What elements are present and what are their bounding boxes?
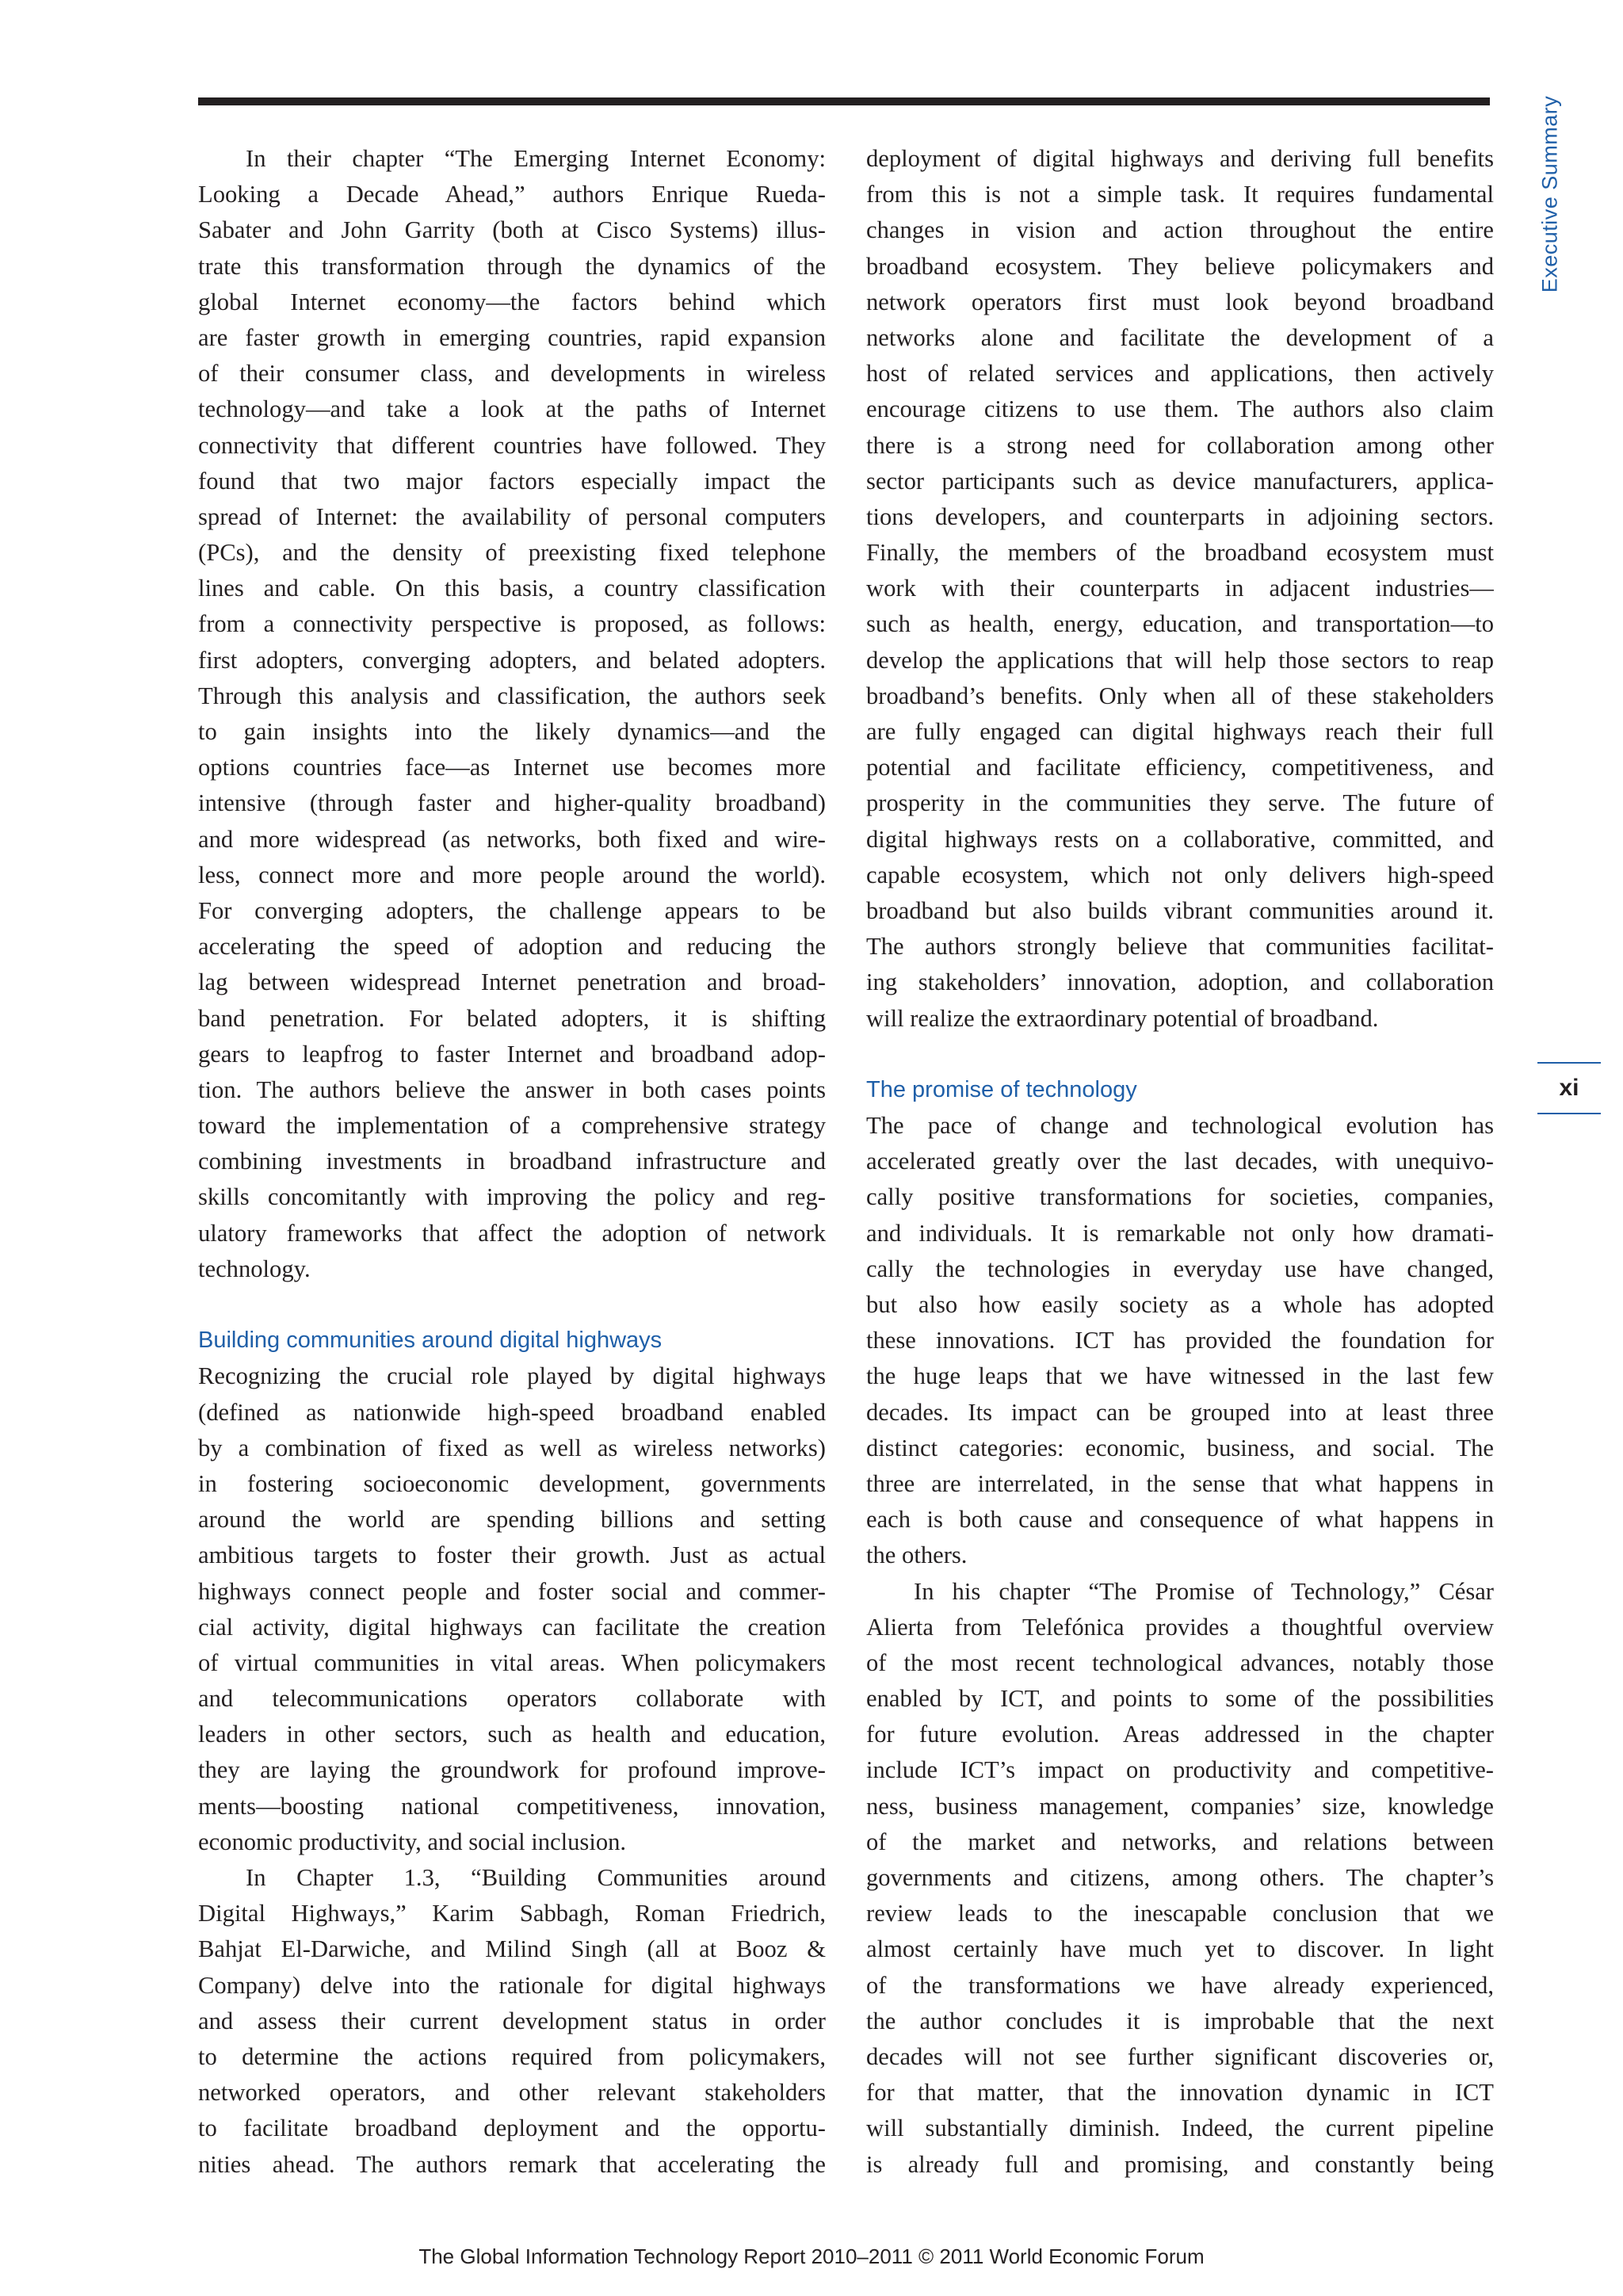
text-line: by a combination of fixed as well as wireless networks) bbox=[198, 1434, 826, 1461]
text-line: sector participants such as device manufacturers, applica- bbox=[866, 467, 1494, 495]
text-line: and telecommunications operators collaborate with bbox=[198, 1685, 826, 1713]
section-side-label bbox=[1534, 95, 1566, 293]
text-line: Bahjat El-Darwiche, and Milind Singh (all at Booz & bbox=[198, 1935, 826, 1963]
text-line: the author concludes it is improbable that the next bbox=[866, 2007, 1494, 2034]
text-line: global Internet economy—the factors behind which bbox=[198, 288, 826, 315]
top-rule bbox=[198, 97, 1490, 105]
text-line: digital highways rests on a collaborative, committed, and bbox=[866, 825, 1494, 853]
spacer bbox=[866, 1037, 1494, 1072]
text-line: distinct categories: economic, business, and social. The bbox=[866, 1434, 1494, 1461]
page-number-text: xi bbox=[1559, 1075, 1579, 1101]
text-line: host of related services and applications, then actively bbox=[866, 360, 1494, 388]
text-line: decades. Its impact can be grouped into at least three bbox=[866, 1398, 1494, 1426]
text-line: from a connectivity perspective is proposed, as follows: bbox=[198, 610, 826, 638]
text-line: broadband but also builds vibrant communities around it. bbox=[866, 896, 1494, 924]
text-line: trate this transformation through the dynamics of the bbox=[198, 252, 826, 280]
page-footer: The Global Information Technology Report 2010–2011 © 2011 World Economic Forum bbox=[418, 2244, 1205, 2268]
text-line: spread of Internet: the availability of personal computers bbox=[198, 502, 826, 530]
text-line: are faster growth in emerging countries, rapid expansion bbox=[198, 323, 826, 351]
text-line: of their consumer class, and developments in wireless bbox=[198, 360, 826, 388]
right-column bbox=[866, 141, 1494, 2183]
left-paragraph-2 bbox=[198, 1358, 826, 1860]
text-line: connectivity that different countries have followed. They bbox=[198, 431, 826, 459]
text-line: Digital Highways,” Karim Sabbagh, Roman Friedrich, bbox=[198, 1900, 826, 1927]
text-line: skills concomitantly with improving the policy and reg- bbox=[198, 1183, 826, 1211]
text-line: of the transformations we have already experienced, bbox=[866, 1971, 1494, 1999]
text-line: each is both cause and consequence of what happens in bbox=[866, 1506, 1494, 1534]
text-line: capable ecosystem, which not only delivers high-speed bbox=[866, 861, 1494, 888]
text-line: deployment of digital highways and deriving full benefits bbox=[866, 145, 1494, 172]
text-line: Through this analysis and classification, the authors seek bbox=[198, 682, 826, 709]
text-line: The authors strongly believe that communities facilitat- bbox=[866, 933, 1494, 961]
text-line: and individuals. It is remarkable not only how dramati- bbox=[866, 1219, 1494, 1247]
text-line: tions developers, and counterparts in adjoining sectors. bbox=[866, 502, 1494, 530]
text-line: technology—and take a look at the paths of Internet bbox=[198, 395, 826, 423]
section-heading-digital-highways: Building communities around digital highways bbox=[198, 1328, 663, 1354]
text-line: the huge leaps that we have witnessed in the last few bbox=[866, 1362, 1494, 1390]
text-line: the others. bbox=[866, 1541, 968, 1569]
text-line: develop the applications that will help those sectors to reap bbox=[866, 646, 1494, 674]
text-line: these innovations. ICT has provided the foundation for bbox=[866, 1327, 1494, 1354]
text-line: around the world are spending billions and setting bbox=[198, 1506, 826, 1534]
text-line: will realize the extraordinary potential of broadband. bbox=[866, 1004, 1379, 1032]
text-line: for that matter, that the innovation dynamic in ICT bbox=[866, 2079, 1494, 2107]
text-line: ulatory frameworks that affect the adoption of network bbox=[198, 1219, 826, 1247]
page-number bbox=[1537, 1062, 1601, 1114]
text-line: Recognizing the crucial role played by digital highways bbox=[198, 1362, 826, 1390]
text-line: governments and citizens, among others. The chapter’s bbox=[866, 1864, 1494, 1891]
text-line: In Chapter 1.3, “Building Communities around bbox=[246, 1864, 826, 1891]
text-line: there is a strong need for collaboration among other bbox=[866, 431, 1494, 459]
section-side-label-text: Executive Summary bbox=[1537, 95, 1562, 293]
text-line: intensive (through faster and higher-quality broadband) bbox=[198, 789, 826, 817]
text-line: changes in vision and action throughout the entire bbox=[866, 216, 1494, 244]
text-line: but also how easily society as a whole has adopted bbox=[866, 1291, 1494, 1318]
text-line: to determine the actions required from policymakers, bbox=[198, 2042, 826, 2070]
text-line: ments—boosting national competitiveness, innovation, bbox=[198, 1792, 826, 1820]
text-line: accelerated greatly over the last decades, with unequivo- bbox=[866, 1148, 1494, 1175]
text-line: found that two major factors especially impact the bbox=[198, 467, 826, 495]
text-line: In his chapter “The Promise of Technology,” César bbox=[914, 1577, 1494, 1605]
text-line: decades will not see further significant discoveries or, bbox=[866, 2042, 1494, 2070]
text-line: band penetration. For belated adopters, it is shifting bbox=[198, 1004, 826, 1032]
text-line: of virtual communities in vital areas. When policymakers bbox=[198, 1648, 826, 1676]
left-paragraph-3 bbox=[198, 1860, 826, 2183]
text-line: and assess their current development status in order bbox=[198, 2007, 826, 2034]
text-line: accelerating the speed of adoption and reducing the bbox=[198, 933, 826, 961]
text-line: they are laying the groundwork for profound improve- bbox=[198, 1756, 826, 1784]
text-line: for future evolution. Areas addressed in the chapter bbox=[866, 1721, 1494, 1748]
text-line: broadband ecosystem. They believe policymakers and bbox=[866, 252, 1494, 280]
text-line: to facilitate broadband deployment and the opportu- bbox=[198, 2115, 826, 2142]
text-line: review leads to the inescapable conclusion that we bbox=[866, 1900, 1494, 1927]
text-line: first adopters, converging adopters, and belated adopters. bbox=[198, 646, 826, 674]
text-line: highways connect people and foster social and commer- bbox=[198, 1577, 826, 1605]
text-line: nities ahead. The authors remark that accelerating the bbox=[198, 2150, 826, 2178]
text-line: networked operators, and other relevant stakeholders bbox=[198, 2079, 826, 2107]
text-line: Sabater and John Garrity (both at Cisco Systems) illus- bbox=[198, 216, 826, 244]
text-line: The pace of change and technological evolution has bbox=[866, 1112, 1494, 1140]
text-line: (defined as nationwide high-speed broadband enabled bbox=[198, 1398, 826, 1426]
text-line: network operators first must look beyond broadband bbox=[866, 288, 1494, 315]
text-line: Alierta from Telefónica provides a thoughtful overview bbox=[866, 1613, 1494, 1641]
text-line: potential and facilitate efficiency, competitiveness, and bbox=[866, 754, 1494, 781]
text-line: is already full and promising, and constantly being bbox=[866, 2150, 1494, 2178]
text-line: Finally, the members of the broadband ecosystem must bbox=[866, 539, 1494, 567]
text-line: In their chapter “The Emerging Internet Economy: bbox=[246, 145, 826, 172]
text-line: (PCs), and the density of preexisting fixed telephone bbox=[198, 539, 826, 567]
text-line: technology. bbox=[198, 1255, 311, 1282]
text-line: combining investments in broadband infrastructure and bbox=[198, 1148, 826, 1175]
text-line: lines and cable. On this basis, a country classification bbox=[198, 575, 826, 602]
text-line: of the market and networks, and relations between bbox=[866, 1828, 1494, 1855]
right-paragraph-1 bbox=[866, 141, 1494, 1037]
text-line: prosperity in the communities they serve. The future of bbox=[866, 789, 1494, 817]
text-line: gears to leapfrog to faster Internet and broadband adop- bbox=[198, 1040, 826, 1068]
text-line: broadband’s benefits. Only when all of these stakeholders bbox=[866, 682, 1494, 709]
text-line: work with their counterparts in adjacent industries— bbox=[866, 575, 1494, 602]
text-line: to gain insights into the likely dynamics—and the bbox=[198, 718, 826, 745]
text-line: options countries face—as Internet use becomes more bbox=[198, 754, 826, 781]
spacer bbox=[198, 1287, 826, 1323]
text-line: ambitious targets to foster their growth. Just as actual bbox=[198, 1541, 826, 1569]
text-line: almost certainly have much yet to discover. In light bbox=[866, 1935, 1494, 1963]
text-line: Company) delve into the rationale for digital highways bbox=[198, 1971, 826, 1999]
text-line: in fostering socioeconomic development, governments bbox=[198, 1469, 826, 1497]
right-paragraph-2 bbox=[866, 1108, 1494, 1573]
text-line: networks alone and facilitate the development of a bbox=[866, 323, 1494, 351]
left-paragraph-1 bbox=[198, 141, 826, 1287]
text-line: of the most recent technological advances, notably those bbox=[866, 1648, 1494, 1676]
text-line: ing stakeholders’ innovation, adoption, and collaboration bbox=[866, 968, 1494, 996]
text-line: from this is not a simple task. It requires fundamental bbox=[866, 181, 1494, 208]
right-paragraph-3 bbox=[866, 1574, 1494, 2183]
text-line: Looking a Decade Ahead,” authors Enrique Rueda- bbox=[198, 181, 826, 208]
text-line: will substantially diminish. Indeed, the current pipeline bbox=[866, 2115, 1494, 2142]
text-line: encourage citizens to use them. The authors also claim bbox=[866, 395, 1494, 423]
left-column bbox=[198, 141, 826, 2183]
text-line: cally positive transformations for societies, companies, bbox=[866, 1183, 1494, 1211]
text-line: tion. The authors believe the answer in both cases points bbox=[198, 1075, 826, 1103]
text-line: such as health, energy, education, and transportation—to bbox=[866, 610, 1494, 638]
text-line: include ICT’s impact on productivity and competitive- bbox=[866, 1756, 1494, 1784]
text-line: cial activity, digital highways can facilitate the creation bbox=[198, 1613, 826, 1641]
text-line: lag between widespread Internet penetration and broad- bbox=[198, 968, 826, 996]
section-heading-promise-of-technology: The promise of technology bbox=[866, 1076, 1137, 1102]
text-line: leaders in other sectors, such as health and education, bbox=[198, 1721, 826, 1748]
text-line: ness, business management, companies’ size, knowledge bbox=[866, 1792, 1494, 1820]
text-line: cally the technologies in everyday use have changed, bbox=[866, 1255, 1494, 1282]
text-line: economic productivity, and social inclusion. bbox=[198, 1828, 627, 1855]
text-line: For converging adopters, the challenge appears to be bbox=[198, 896, 826, 924]
text-line: are fully engaged can digital highways reach their full bbox=[866, 718, 1494, 745]
text-line: and more widespread (as networks, both fixed and wire- bbox=[198, 825, 826, 853]
text-line: less, connect more and more people around the world). bbox=[198, 861, 826, 888]
text-line: enabled by ICT, and points to some of the possibilities bbox=[866, 1685, 1494, 1713]
text-line: three are interrelated, in the sense that what happens in bbox=[866, 1469, 1494, 1497]
text-line: toward the implementation of a comprehensive strategy bbox=[198, 1112, 826, 1140]
